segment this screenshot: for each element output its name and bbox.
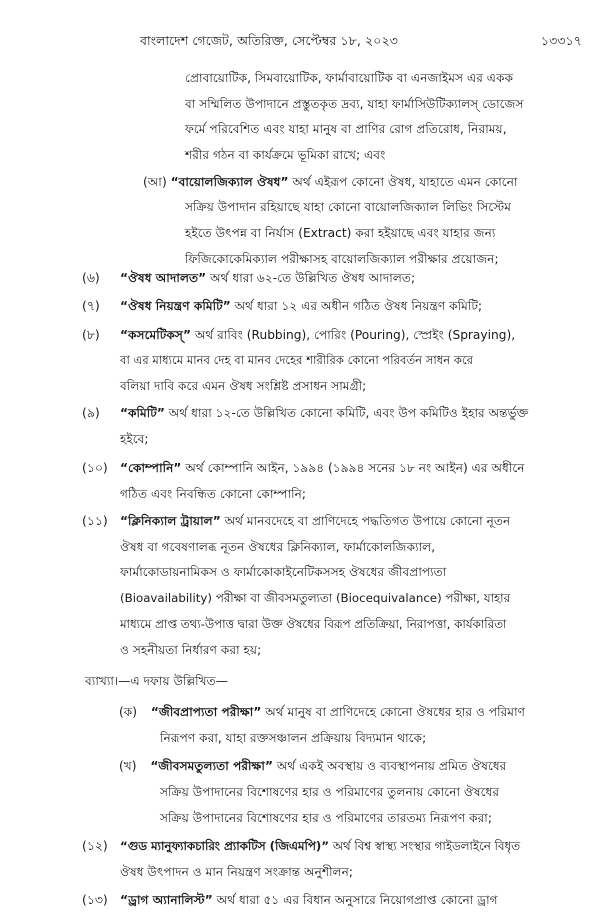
intro-line: শরীর গঠন বা কার্যক্রমে ভূমিকা রাখে; এবং: [185, 148, 386, 162]
page-number: ১৩৩১৭: [540, 33, 582, 48]
clause-number: (৯): [82, 405, 100, 420]
definition-line: (Bioavailability) পরীক্ষা বা জীবসমতুল্যতা (Biocequivalance) পরীক্ষা, যাহার: [120, 591, 511, 605]
defined-term: “কসমেটিকস্”: [120, 328, 191, 342]
definition-line: ফার্মাকোডায়নামিকস ও ফার্মাকোকাইনেটিকসসহ ঔষধের জীবপ্রাপ্যতা: [120, 565, 447, 579]
definition-item: [120, 892, 498, 908]
definition-item: [120, 405, 529, 421]
definition-text: অর্থ ধারা ৬২-তে উল্লিখিত ঔষধ আদালত;: [206, 271, 416, 285]
definition-text: অর্থ রাবিং (Rubbing), পোরিং (Pouring), স্প্রেইং (Spraying),: [190, 328, 516, 342]
definition-line: বা এর মাধ্যমে মানব দেহ বা মানব দেহের শারীরিক কোনো পরিবর্তন সাধন করে: [120, 353, 474, 367]
definition-text: অর্থ মানবদেহে বা প্রাণিদেহে পদ্ধতিগত উপায়ে কোনো নূতন: [220, 514, 511, 528]
clause-number: (৮): [82, 327, 100, 342]
intro-line: প্রোবায়োটিক, সিমবায়োটিক, ফার্মাবায়োটিক বা এনজাইমস এর একক: [185, 71, 514, 85]
sub-item-line: হইতে উৎপন্ন বা নির্যাস (Extract) করা হইয়াছে এবং যাহার জন্য: [185, 226, 496, 240]
defined-term: “ড্রাগ অ্যানালিস্ট”: [120, 893, 213, 907]
explanation-line: সক্রিয় উপাদানের বিশোষণের হার ও পরিমাণের তুলনায় কোনো ঔষধের: [160, 785, 500, 799]
definition-item: [120, 513, 510, 529]
definition-text: অর্থ ধারা ১২ এর অধীন গঠিত ঔষধ নিয়ন্ত্রণ কমিটি;: [230, 299, 483, 313]
intro-line: ফর্মে পরিবেশিত এবং যাহা মানুষ বা প্রাণির রোগ প্রতিরোধ, নিরাময়,: [185, 122, 507, 136]
explanation-item: [119, 704, 525, 720]
explanation-label: (খ): [119, 759, 137, 773]
definition-item: [120, 838, 520, 854]
definition-text: অর্থ ধারা ৫১ এর বিধান অনুসারে নিয়োগপ্রাপ্ত কোনো ড্রাগ: [212, 893, 498, 907]
clause-number: (৬): [82, 270, 100, 285]
intro-line: বা সম্মিলিত উপাদানে প্রস্তুতকৃত দ্রব্য, যাহা ফার্মাসিউটিক্যালস্ ডোজেস: [185, 97, 524, 111]
explanation-item: [119, 758, 506, 774]
sub-item-line: সক্রিয় উপাদান রহিয়াছে যাহা কোনো বায়োলজিক্যাল লিভিং সিস্টেম: [185, 200, 512, 214]
definition-line: বলিয়া দাবি করে এমন ঔষধ সংশ্লিষ্ট প্রসাধন সামগ্রী;: [120, 379, 367, 393]
explanation-line: সক্রিয় উপাদানের বিশোষণের হার ও পরিমাণের তারতম্য নিরূপণ করা;: [160, 811, 492, 825]
defined-term: “কোম্পানি”: [120, 461, 182, 475]
defined-term: “জীবপ্রাপ্যতা পরীক্ষা”: [150, 705, 262, 719]
definition-text: অর্থ মানুষ বা প্রাণিদেহে কোনো ঔষধের হার ও পরিমাণ: [261, 705, 525, 719]
explanation-line: নিরূপণ করা, যাহা রক্তসঞ্চালন প্রক্রিয়ায় বিদ্যমান থাকে;: [160, 731, 427, 745]
sub-item-aa: [143, 174, 518, 190]
gazette-title: বাংলাদেশ গেজেট, অতিরিক্ত, সেপ্টেম্বর ১৮, ২০২৩: [140, 33, 398, 48]
defined-term: “বায়োলজিক্যাল ঔষধ”: [170, 175, 289, 189]
defined-term: “জীবসমতুল্যতা পরীক্ষা”: [150, 759, 273, 773]
definition-line: ঔষধ উৎপাদন ও মান নিয়ন্ত্রণ সংক্রান্ত অনুশীলন;: [120, 865, 354, 879]
definition-line: ঔষধ বা গবেষণালব্ধ নূতন ঔষধের ক্লিনিক্যাল, ফার্মাকোলজিক্যাল,: [120, 540, 436, 554]
defined-term: “ক্লিনিক্যাল ট্রায়াল”: [120, 514, 221, 528]
definition-item: [120, 327, 515, 343]
definition-item: [120, 298, 482, 314]
definition-item: [120, 270, 415, 286]
clause-number: (১০): [82, 460, 108, 475]
definition-text: অর্থ বিশ্ব স্বাস্থ্য সংস্থার গাইডলাইনে বিধৃত: [328, 839, 520, 853]
definition-line: মাধ্যমে প্রাপ্ত তথ্য-উপাত্ত দ্বারা উক্ত ঔষধের বিরূপ প্রতিক্রিয়া, নিরাপত্তা, কার্যকারিতা: [120, 617, 507, 631]
definition-text: অর্থ একই অবস্থায় ও ব্যবস্থাপনায় প্রমিত ঔষধের: [272, 759, 507, 773]
definition-line: হইবে;: [120, 432, 149, 446]
clause-number: (১২): [82, 838, 108, 853]
definition-line: ও সহনীয়তা নির্ধারণ করা হয়;: [120, 643, 262, 657]
clause-number: (১১): [82, 513, 108, 528]
sub-item-line: ফিজিকোকেমিক্যাল পরীক্ষাসহ বায়োলজিক্যাল পরীক্ষার প্রয়োজন;: [185, 252, 499, 266]
clause-number: (৭): [82, 298, 100, 313]
defined-term: “ঔষধ আদালত”: [120, 271, 207, 285]
defined-term: “কমিটি”: [120, 406, 165, 420]
explanation-label: (ক): [119, 705, 138, 719]
clause-number: (১৩): [82, 892, 108, 907]
definition-line: গঠিত এবং নিবন্ধিত কোনো কোম্পানি;: [120, 487, 306, 501]
explanation-heading: ব্যাখ্যা।—এ দফায় উল্লিখিত—: [85, 674, 228, 688]
definition-text: অর্থ কোম্পানি আইন, ১৯৯৪ (১৯৯৪ সনের ১৮ নং আইন) এর অধীনে: [181, 461, 525, 475]
definition-text: অর্থ এইরূপ কোনো ঔষধ, যাহাতে এমন কোনো: [288, 175, 518, 189]
definition-item: [120, 460, 525, 476]
definition-text: অর্থ ধারা ১২-তে উল্লিখিত কোনো কমিটি, এবং উপ কমিটিও ইহার অন্তর্ভুক্ত: [164, 406, 529, 420]
sub-item-label: (আ): [143, 175, 167, 189]
defined-term: “গুড ম্যানুফ্যাকচারিং প্র্যাকটিস (জিএমপি)”: [120, 839, 329, 853]
defined-term: “ঔষধ নিয়ন্ত্রণ কমিটি”: [120, 299, 231, 313]
